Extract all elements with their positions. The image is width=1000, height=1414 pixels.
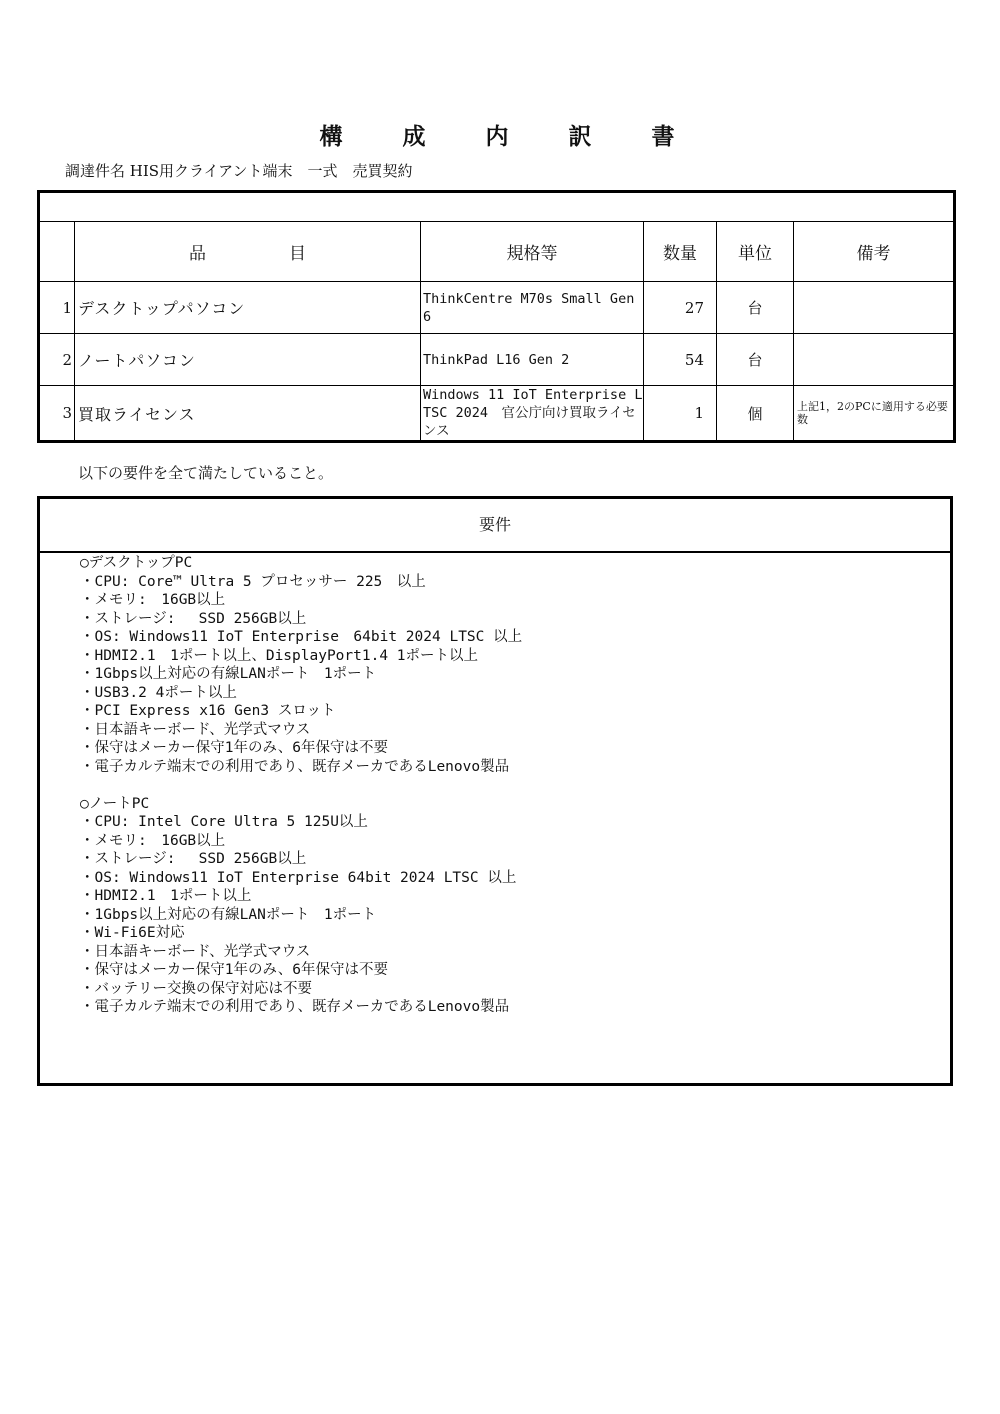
row-unit: 個: [717, 386, 794, 442]
row-qty: 27: [644, 282, 717, 334]
row-no: 2: [39, 334, 75, 386]
desktop-req-item: ・HDMI2.1 1ポート以上、DisplayPort1.4 1ポート以上: [80, 647, 479, 664]
desktop-req-item: ・USB3.2 4ポート以上: [80, 684, 237, 701]
table-row: [39, 282, 955, 334]
requirements-body: [40, 553, 950, 1017]
notebook-req-item: ・メモリ: 16GB以上: [80, 832, 226, 849]
row-spec: Windows 11 IoT Enterprise LTSC 2024 官公庁向け買取ライセンス: [421, 386, 644, 442]
notebook-req-item: ・HDMI2.1 1ポート以上: [80, 888, 252, 904]
desktop-req-item: ・日本語キーボード、光学式マウス: [80, 721, 311, 738]
row-name: 買取ライセンス: [75, 386, 421, 442]
row-spec: ThinkCentre M70s Small Gen 6: [421, 282, 644, 334]
desktop-req-item: ・OS: Windows11 IoT Enterprise 64bit 2024 LTSC 以上: [80, 629, 523, 645]
notebook-req-item: ・バッテリー交換の保守対応は不要: [80, 980, 312, 997]
notebook-req-item: ・Wi-Fi6E対応: [80, 925, 185, 941]
header-item-right: 目: [289, 244, 306, 264]
notebook-req-item: ・1Gbps以上対応の有線LANポート 1ポート: [80, 906, 377, 923]
desktop-req-item: ・保守はメーカー保守1年のみ、6年保守は不要: [80, 740, 389, 756]
row-remark: [794, 282, 955, 334]
row-qty: 54: [644, 334, 717, 386]
section-gap: [80, 776, 950, 795]
desktop-req-item: ・メモリ: 16GB以上: [80, 592, 226, 608]
row-no: 3: [39, 386, 75, 442]
notebook-req-item: ・CPU: Intel Core Ultra 5 125U以上: [80, 814, 368, 830]
row-no: 1: [39, 282, 75, 334]
row-unit: 台: [717, 334, 794, 386]
notebook-req-item: ・OS: Windows11 IoT Enterprise 64bit 2024 LTSC 以上: [80, 869, 517, 886]
requirements-note: 以下の要件を全て満たしていること。: [78, 464, 334, 482]
table-row: [39, 386, 955, 442]
header-remark: 備考: [794, 222, 955, 282]
configuration-table: [37, 190, 956, 443]
desktop-req-item: ・CPU: Core™ Ultra 5 プロセッサー 225 以上: [80, 573, 426, 590]
desktop-req-item: ・1Gbps以上対応の有線LANポート 1ポート: [80, 666, 377, 682]
desktop-req-item: ・ストレージ: SSD 256GB以上: [80, 610, 307, 627]
blank-cell: [39, 192, 955, 222]
procurement-subject: 調達件名 HIS用クライアント端末 一式 売買契約: [65, 162, 413, 180]
row-qty: 1: [644, 386, 717, 442]
header-item: [75, 222, 421, 282]
row-spec: ThinkPad L16 Gen 2: [421, 334, 644, 386]
header-no: [39, 222, 75, 282]
notebook-req-item: ・ストレージ: SSD 256GB以上: [80, 851, 307, 867]
notebook-req-item: ・保守はメーカー保守1年のみ、6年保守は不要: [80, 962, 389, 978]
requirements-box: [37, 496, 953, 1086]
header-qty: 数量: [644, 222, 717, 282]
table-blank-row: [39, 192, 955, 222]
document-title: 構 成 内 訳 書: [319, 123, 701, 150]
row-unit: 台: [717, 282, 794, 334]
row-remark: 上記1，2のPCに適用する必要数: [794, 386, 955, 442]
notebook-req-item: ・日本語キーボード、光学式マウス: [80, 943, 311, 960]
desktop-heading: ○デスクトップPC: [80, 555, 193, 571]
table-row: [39, 334, 955, 386]
row-name: デスクトップパソコン: [75, 282, 421, 334]
row-name: ノートパソコン: [75, 334, 421, 386]
table-header-row: [39, 222, 955, 282]
header-unit: 単位: [717, 222, 794, 282]
requirements-header: 要件: [40, 499, 950, 553]
row-remark: [794, 334, 955, 386]
desktop-req-item: ・PCI Express x16 Gen3 スロット: [80, 703, 336, 719]
notebook-req-item: ・電子カルテ端末での利用であり、既存メーカであるLenovo製品: [80, 999, 510, 1015]
header-spec: 規格等: [421, 222, 644, 282]
desktop-req-item: ・電子カルテ端末での利用であり、既存メーカであるLenovo製品: [80, 758, 510, 775]
notebook-heading: ○ノートPC: [80, 795, 150, 812]
header-item-left: 品: [189, 244, 206, 264]
